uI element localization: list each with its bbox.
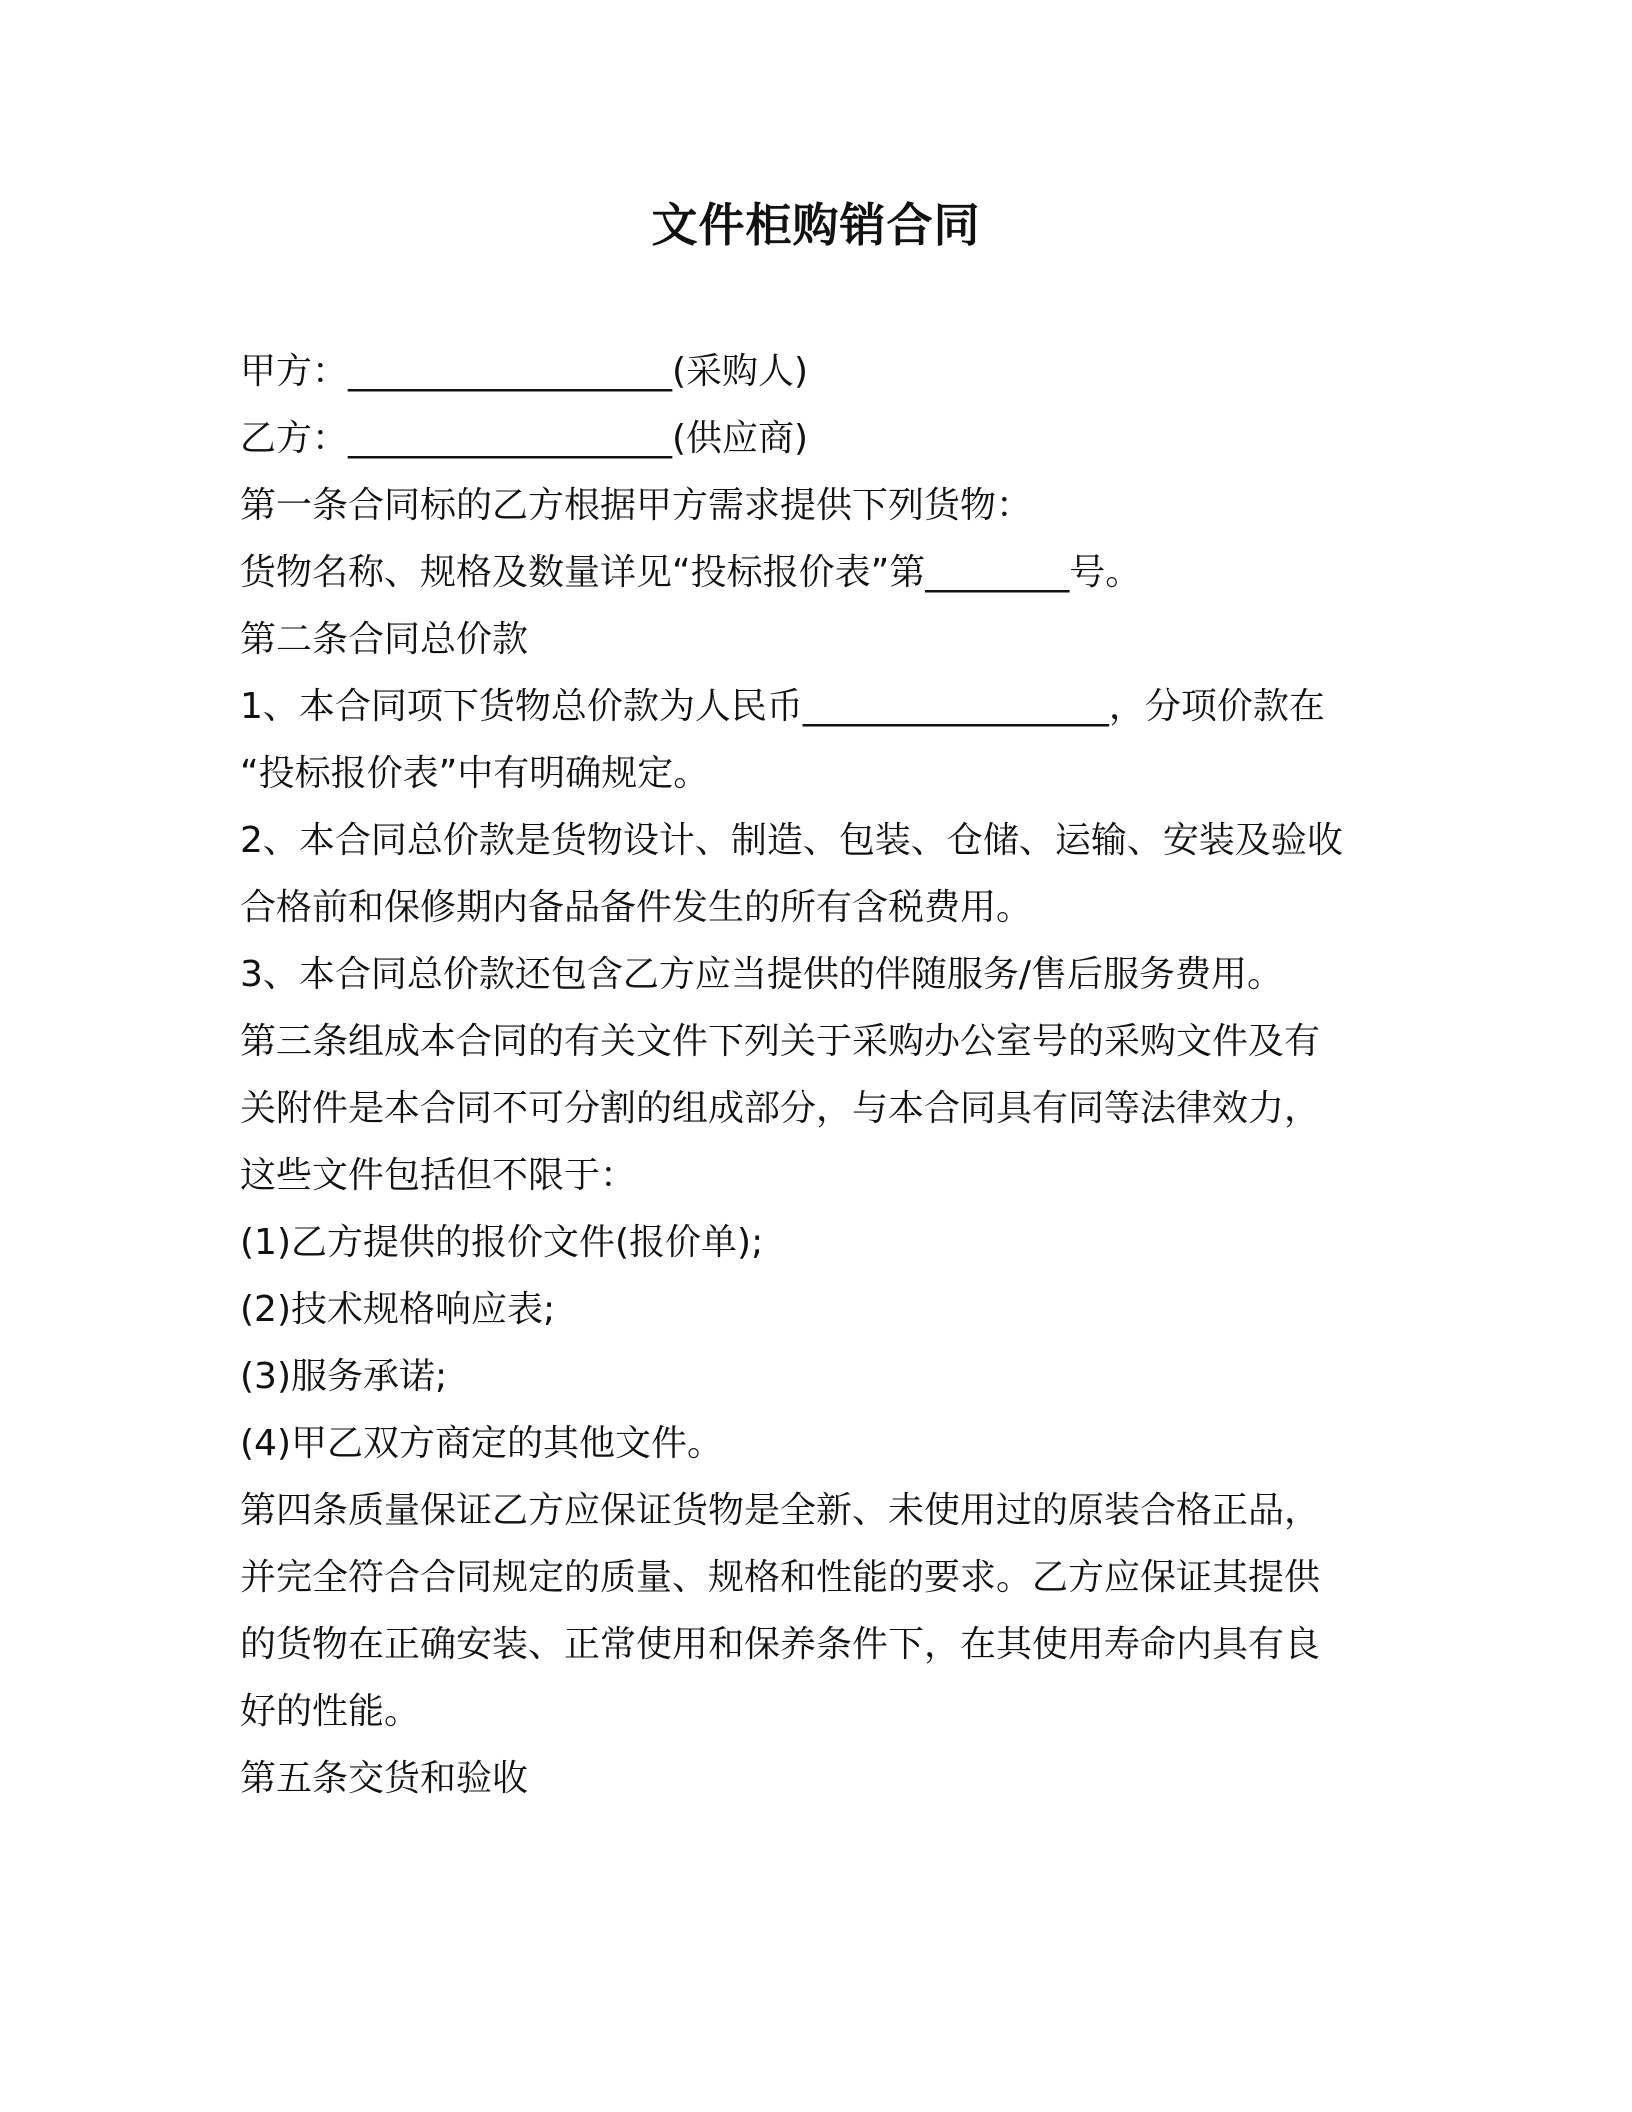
document-body — [240, 338, 1400, 1812]
article-3-item-3: (3)服务承诺; — [240, 1356, 448, 1397]
article-2-item-1-cont: “投标报价表”中有明确规定。 — [240, 753, 710, 794]
article-3-item-4: (4)甲乙双方商定的其他文件。 — [240, 1423, 723, 1464]
article-3-item-1: (1)乙方提供的报价文件(报价单); — [240, 1222, 764, 1263]
article-3-text: 关附件是本合同不可分割的组成部分，与本合同具有同等法律效力， — [240, 1088, 1321, 1129]
party-a-line: 甲方：__________________(采购人) — [240, 351, 809, 392]
article-1-text: 货物名称、规格及数量详见“投标报价表”第________号。 — [240, 552, 1142, 593]
article-5-heading: 第五条交货和验收 — [240, 1758, 529, 1799]
article-2-item-2-cont: 合格前和保修期内备品备件发生的所有含税费用。 — [240, 887, 1033, 928]
article-2-item-3: 3、本合同总价款还包含乙方应当提供的伴随服务/售后服务费用。 — [240, 954, 1284, 995]
party-b-line: 乙方：__________________(供应商) — [240, 418, 809, 459]
article-1-heading: 第一条合同标的乙方根据甲方需求提供下列货物： — [240, 485, 1033, 526]
article-4-text-end: 好的性能。 — [240, 1691, 421, 1732]
article-2-item-1: 1、本合同项下货物总价款为人民币_________________，分项价款在 — [240, 686, 1325, 727]
article-3-text-cont: 这些文件包括但不限于： — [240, 1155, 637, 1196]
article-2-item-2: 2、本合同总价款是货物设计、制造、包装、仓储、运输、安装及验收 — [240, 820, 1343, 861]
article-4-heading: 第四条质量保证乙方应保证货物是全新、未使用过的原装合格正品， — [240, 1490, 1321, 1531]
article-4-text-cont: 的货物在正确安装、正常使用和保养条件下，在其使用寿命内具有良 — [240, 1624, 1321, 1665]
article-2-heading: 第二条合同总价款 — [240, 619, 529, 660]
article-3-item-2: (2)技术规格响应表; — [240, 1289, 556, 1330]
document-title: 文件柜购销合同 — [651, 198, 981, 252]
article-3-heading: 第三条组成本合同的有关文件下列关于采购办公室号的采购文件及有 — [240, 1021, 1321, 1062]
article-4-text: 并完全符合合同规定的质量、规格和性能的要求。乙方应保证其提供 — [240, 1557, 1321, 1598]
